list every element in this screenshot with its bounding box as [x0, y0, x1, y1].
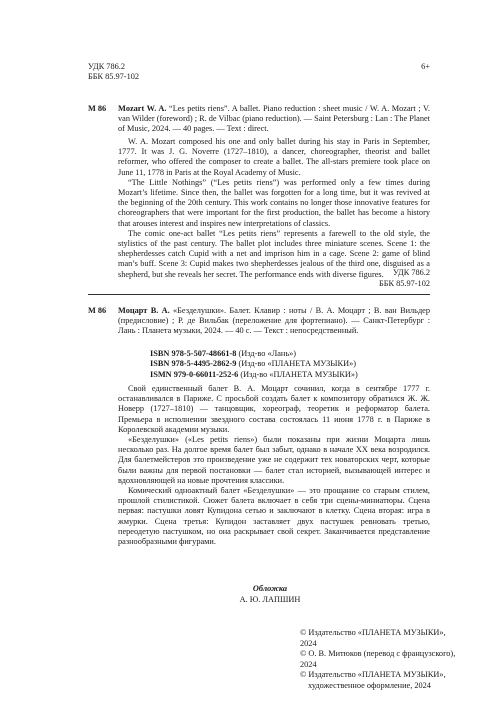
isbn-block [150, 349, 430, 380]
section-divider [88, 294, 430, 295]
copyright-line: © О. В. Митюков (перевод с французского), 2024 [300, 649, 456, 669]
ismn-line: ISMN 979-0-66011-252-6 (Изд-во «ПЛАНЕТА МУЗЫКИ») [150, 369, 358, 379]
cover-artist: А. Ю. ЛАПШИН [239, 595, 301, 604]
english-author: Mozart W. A. [118, 104, 167, 113]
english-paragraph-3: The comic one-act ballet “Les petits riens” represents a farewell to the old style, the stylistics of the past century. The ballet plot includes three miniature scenes. Scene 1: the shepherdesses catch Cupid with a net and imprison him in a cage. Scene 2: game of blind man’s buff. Scene 3: Cupid makes two shepherdesses jealous of the third one, disguised as a shepherd, but she reveals her secret. The performance ends with diverse figures. [118, 228, 430, 279]
copyright-line: © Издательство «ПЛАНЕТА МУЗЫКИ», [300, 670, 446, 679]
russian-author: Моцарт В. А. [118, 306, 170, 315]
russian-record-code: М 86 [88, 306, 107, 315]
russian-record-citation [118, 306, 430, 337]
english-paragraph-2: “The Little Nothings” (“Les petits riens”) was performed only a few times during Mozart’s lifetime. Since then, the ballet was forgotten for a long time, but it was revived at the beginning of the 20th century. This work contains no longer those innovative features for choreographers that were important for the first production, the ballet has become a history that arouses interest and inspires new interpretations of classics. [118, 177, 430, 228]
english-annotation [118, 137, 430, 280]
english-record-code: M 86 [88, 104, 107, 113]
russian-paragraph-2: «Безделушки» («Les petits riens») были показаны при жизни Моцарта лишь несколько раз. На долгое время балет был забыт, однако в начале XX века возродился. Для балетмейстеров это произведение уже не содержит тех новаторских черт, которые были важны для первой постановки — балет стал историей, вызывающей интерес и вдохновляющей на новые прочтения классики. [118, 435, 430, 485]
english-paragraph-1: W. A. Mozart composed his one and only ballet during his stay in Paris in September, 1777. It was J. G. Noverre (1727–1810), a dancer, choreographer, theorist and ballet reformer, who offered the composer to create a ballet. The all-stars premiere took place on June 11, 1778 in Paris at the Royal Academy of Music. [118, 137, 430, 177]
english-udk: УДК 786.2 [393, 268, 430, 277]
cover-label: Обложка [252, 584, 288, 593]
english-bbk: ББК 85.97-102 [378, 279, 430, 288]
copyright-line: художественное оформление, 2024 [308, 680, 431, 690]
russian-paragraph-1: Свой единственный балет В. А. Моцарт сочинил, когда в сентябре 1777 г. останавливался в Париже. С просьбой создать балет к композитору обратился Ж. Ж. Новерр (1727–1810) — танцовщик, хореограф, теоретик и реформатор балета. Премьера в исполнении звездного состава состоялась 11 июня 1778 г. в Париже в Королевской академии музыки. [118, 384, 430, 434]
copyright-block [300, 628, 460, 691]
age-rating: 6+ [421, 62, 430, 71]
isbn-line: ISBN 978-5-4495-2862-9 (Изд-во «ПЛАНЕТА МУЗЫКИ») [150, 359, 356, 369]
isbn-line: ISBN 978-5-507-48661-8 (Изд-во «Лань») [150, 349, 297, 358]
russian-citation-text: «Безделушки». Балет. Клавир : ноты / В. А. Моцарт ; В. ван Вильдер (предисловие) ; Р. де Вильбак (переложение для фортепиано). — Санкт-Петербург : Лань : Планета музыки, 2024. — 40 с. — Текст : непосредственный. [118, 306, 431, 336]
english-record-citation [118, 104, 430, 135]
english-citation-text: “Les petits riens”. A ballet. Piano reduction : sheet music / W. A. Mozart ; V. van Wilder (foreword) ; R. de Vilbac (piano reduction). — Saint Petersburg : Lan : The Planet of Music, 2024. — 40 pages. — Text : direct. [118, 104, 430, 134]
russian-annotation [118, 384, 430, 547]
copyright-line: © Издательство «ПЛАНЕТА МУЗЫКИ», 2024 [300, 628, 446, 648]
header-udk: УДК 786.2 [88, 62, 125, 71]
header-bbk: ББК 85.97-102 [88, 72, 140, 81]
russian-paragraph-3: Комический одноактный балет «Безделушки» — это прощание со старым стилем, прошлой стилистикой. Сюжет балета включает в себя три сцены-миниатюры. Сцена первая: пастушки ловят Купидона сетью и заключают в клетку. Сцена вторая: игра в жмурки. Сцена третья: Купидон заставляет двух пастушек ревновать третью, переодетую пастушком, но она раскрывает свой секрет. Заканчивается представление разнообразными фигурами. [118, 486, 430, 547]
